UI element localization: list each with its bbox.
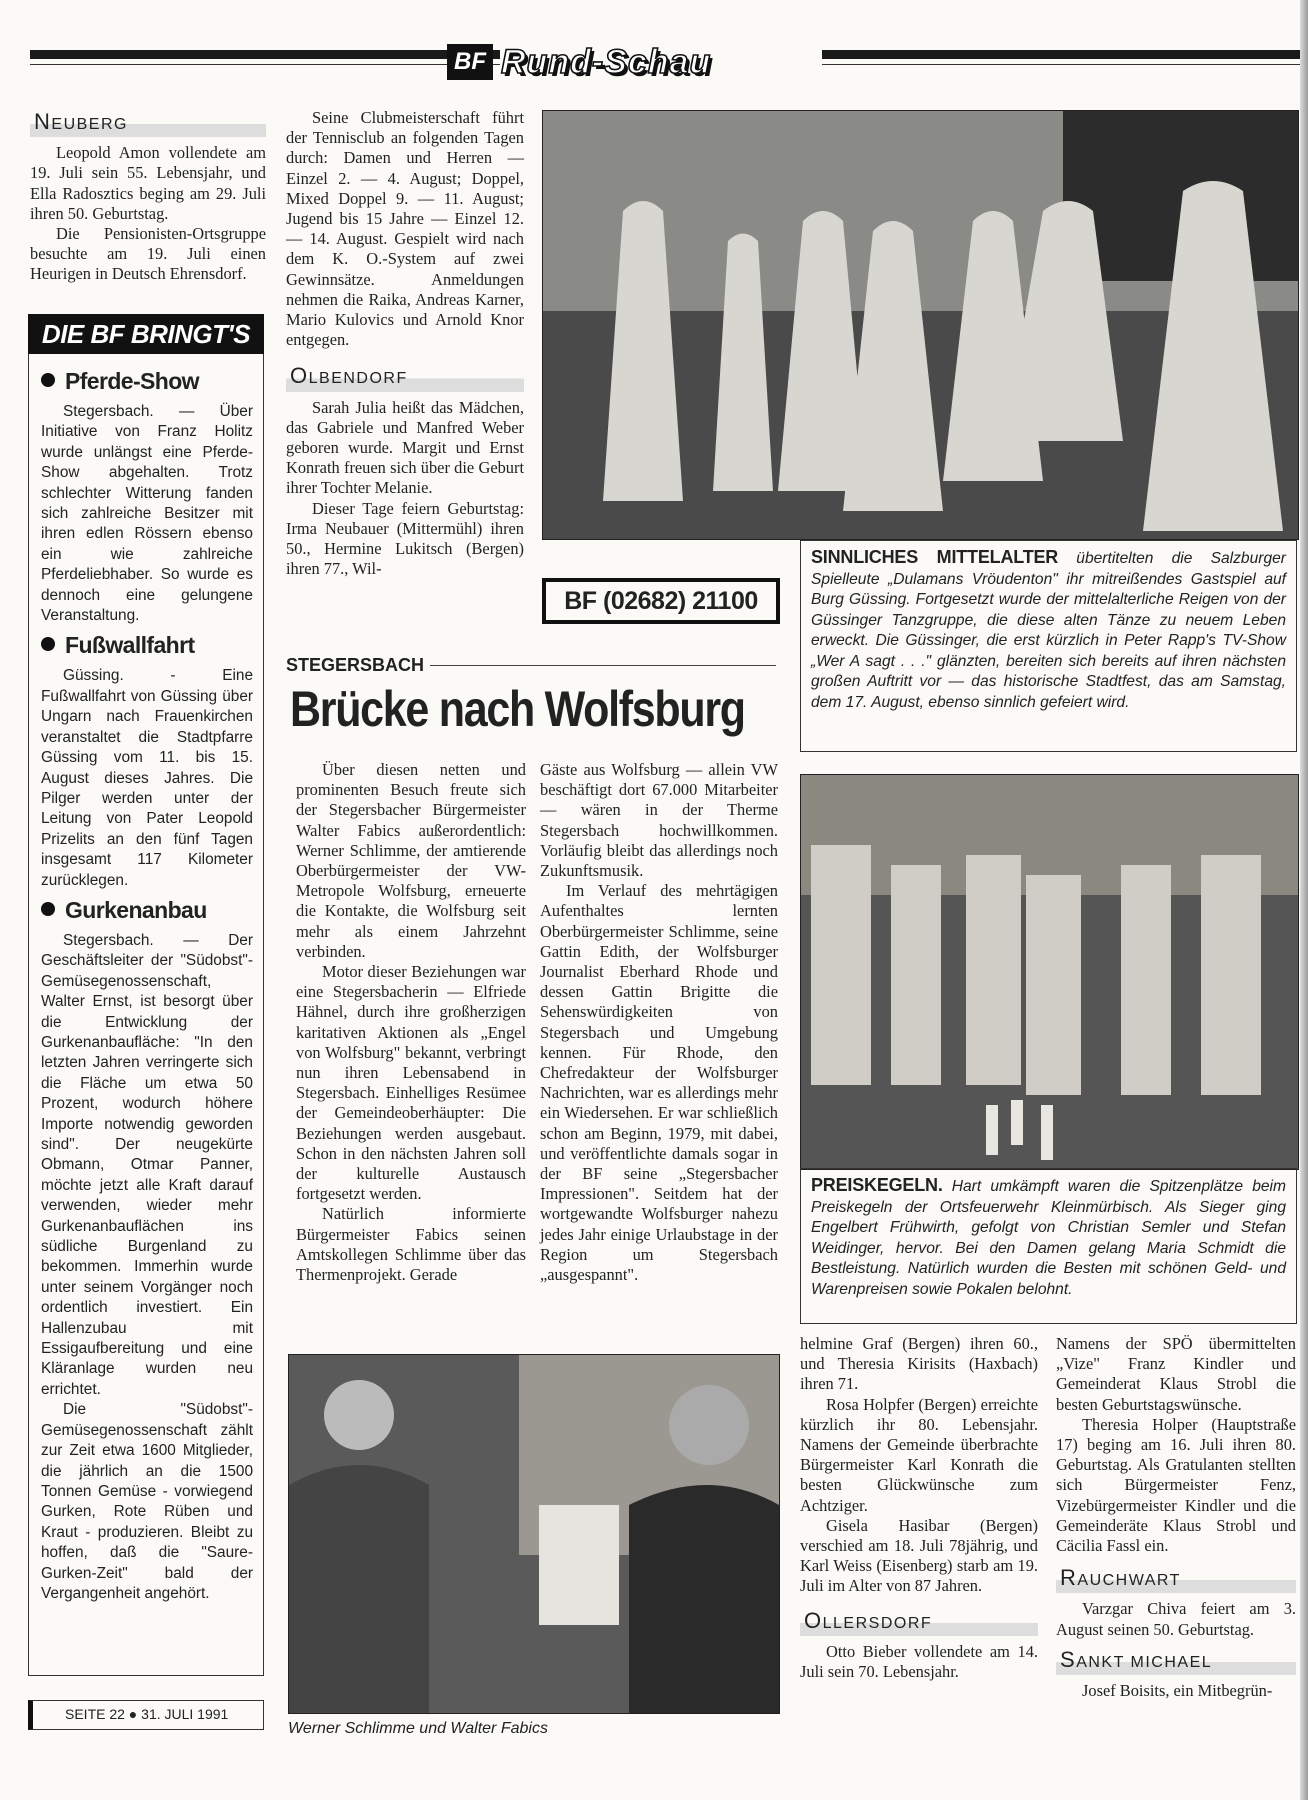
ollersdorf-continued-column [1056, 1334, 1296, 1701]
paragraph: Stegersbach. — Der Geschäftsleiter der "Südobst"-Gemüsegenossenschaft, Walter Ernst, ist besorgt über die Entwicklung der Gurkenanbaufläche: "In den letzten Jahren verringerte sich die Fläche um etwa 50 Prozent, wodurch höhere Importe notwendig geworden sind". Der neugekürte Obmann, Otmar Panner, möchte jetzt alle Kraft darauf verwenden, wieder mehr Gurkenanbauflächen ins südliche Burgenland zu bekommen. Immerhin wurde unter seinem Vorgänger noch ordentlich investiert. Ein Hallenzubau mit Essigaufbereitung und eine Kläranlage wurden neu errichtet. [41, 931, 253, 1398]
page-edge [1300, 0, 1308, 1800]
paragraph: Im Verlauf des mehrtägigen Aufenthaltes lernten Oberbürgermeister Schlimme, seine Gattin Edith, der Wolfsburger Journalist Eberhard Rhode und dessen Gattin Brigitte die Sehenswürdigkeiten von Stegersbach und Umgebung kennen. Für Rhode, den Chefredakteur der Wolfsburger Nachrichten, war es allerdings mehr ein Wiedersehen. Er war schließlich schon am Beginn, 1979, mit dabei, und veröffentlichte damals sogar in der BF seine „Stegersbacher Impressionen". Seitdem hat der wortgewandte Wolfsburger nahezu jedes Jahr einige Urlaubstage in der Region um Stegersbach „ausgespannt". [540, 881, 778, 1285]
bringts-item-title: Fußwallfahrt [41, 630, 253, 660]
paragraph: Namens der SPÖ übermittelten „Vize" Franz Kindler und Gemeinderat Klaus Strobl die besten Geburtstagswünsche. [1056, 1334, 1296, 1414]
article-column-2 [540, 760, 778, 1285]
page-footer: SEITE 22 ● 31. JULI 1991 [28, 1700, 264, 1730]
sankt-michael-heading: SANKT MICHAEL [1056, 1646, 1296, 1675]
bullet-icon [41, 373, 55, 387]
bringts-title: DIE BF BRINGT'S [28, 314, 264, 354]
paragraph: Gäste aus Wolfsburg — allein VW beschäftigt dort 67.000 Mitarbeiter — wären in der Therme Stegersbach hochwillkommen. Vorläufig bleibt das allerdings noch Zukunftsmusik. [540, 760, 778, 881]
article-headline: Brücke nach Wolfsburg [290, 681, 745, 737]
masthead-rule-left [30, 50, 500, 59]
bringts-item-title: Gurkenanbau [41, 895, 253, 925]
paragraph: Über diesen netten und prominenten Besuch freute sich der Stegersbacher Bürgermeister Walter Fabics außerordentlich: Werner Schlimme, der amtierende Oberbürgermeister der VW-Metropole Wolfsburg, erneuerte die Kontakte, die Wolfsburg seit mehr als einem Jahrzehnt verbinden. [296, 760, 526, 961]
paragraph: Die Pensionisten-Ortsgruppe besuchte am 19. Juli einen Heurigen in Deutsch Ehrensdorf. [30, 224, 266, 284]
phone-box: BF (02682) 21100 [542, 578, 780, 624]
paragraph: Otto Bieber vollendete am 14. Juli sein 70. Lebensjahr. [800, 1641, 1038, 1682]
photo-preiskegeln [800, 774, 1299, 1170]
caption-preiskegeln: PREISKEGELN. Hart umkämpft waren die Spitzenplätze beim Preiskegeln der Ortsfeuerwehr Kleinmürbisch. Als Sieger ging Engelbert Frühwirth, gefolgt von Christian Semler und Stefan Weidinger, hervor. Bei den Damen gelang Maria Schmidt die Bestleistung. Natürlich wurden die Besten mit schönen Geld- und Warenpreisen sowie Pokalen belohnt. [800, 1168, 1297, 1324]
paragraph: Sarah Julia heißt das Mädchen, das Gabriele und Manfred Weber geboren wurde. Margit und Ernst Konrath freuen sich über die Geburt ihrer Tochter Melanie. [286, 397, 524, 498]
caption-mittelalter: SINNLICHES MITTELALTER übertitelten die Salzburger Spielleute „Dulamans Vröudenton" ihr mitreißendes Gastspiel auf Burg Güssing. Fortgesetzt wurde der mittelalterliche Reigen von der Güssinger Tanzgruppe, die diese alten Tänze zu neuem Leben erweckt. Die Güssinger, die erst kürzlich in Peter Rapp's TV-Show „Wer A sagt . . ." glänzten, bereiten sich bereits auf ihren nächsten großen Auftritt vor — das historische Stadtfest, das am Samstag, dem 17. August, ebenso sinnlich gefeiert wird. [800, 540, 1297, 752]
bullet-icon [41, 902, 55, 916]
masthead-rule-right [822, 50, 1300, 59]
paragraph: Seine Clubmeisterschaft führt der Tennisclub an folgenden Tagen durch: Damen und Herren — Einzel 2. — 4. August; Doppel, Mixed Doppel 9. — 11. August; Jugend bis 15 Jahre — Einzel 12. — 14. August. Gespielt wird nach dem K. O.-System auf zwei Gewinnsätze. Anmeldungen nehmen die Raika, Andreas Karner, Mario Kulovics und Arnold Knor entgegen. [286, 108, 524, 350]
article-kicker: STEGERSBACH [286, 655, 776, 676]
paragraph: Motor dieser Beziehungen war eine Stegersbacherin — Elfriede Hähnel, durch ihre großherzigen karitativen Aktionen als „Engel von Wolfsburg" bekannt, verbringt nun ihren Lebensabend in Stegersbach. Einhelliges Resümee der Gemeindeoberhäupter: Die Beziehungen werden ausgebaut. Schon in den nächsten Jahren soll der kulturelle Austausch fortgesetzt werden. [296, 962, 526, 1204]
bringts-item-title: Pferde-Show [41, 366, 253, 396]
section-logo [447, 40, 807, 84]
paragraph: Josef Boisits, ein Mitbegrün- [1082, 1681, 1273, 1701]
logo-title: Rund-Schau [501, 42, 712, 81]
bullet-icon [41, 637, 55, 651]
photo-medieval-dancers [542, 110, 1299, 540]
masthead-rule-left-thin [30, 64, 500, 65]
neuberg-section [30, 108, 266, 285]
article-column-1 [296, 760, 526, 1285]
olbendorf-continued-column [800, 1334, 1038, 1682]
paragraph: helmine Graf (Bergen) ihren 60., und Theresia Kirisits (Haxbach) ihren 71. [800, 1334, 1038, 1394]
photo-schlimme-fabics [288, 1354, 780, 1714]
paragraph: Güssing. - Eine Fußwallfahrt von Güssing über Ungarn nach Frauenkirchen veranstaltet die Stadtpfarre Güssing vom 11. bis 15. August dieses Jahres. Die Pilger werden unter der Leitung von Pater Leopold Prizelits an den fünf Tagen insgesamt 117 Kilometer zurücklegen. [41, 667, 253, 889]
paragraph: Theresia Holper (Hauptstraße 17) beging am 16. Juli ihren 80. Geburtstag. Als Gratulanten stellten sich Bürgermeister Fenz, Vizebürgermeister Kindler und die Gemeinderäte Klaus Strobl und Cäcilia Fassl ein. [1056, 1414, 1296, 1556]
paragraph: Dieser Tage feiern Geburtstag: Irma Neubauer (Mittermühl) ihren 50., Hermine Lukitsch (Bergen) ihren 77., Wil- [286, 498, 524, 579]
logo-bf: BF [447, 44, 493, 80]
paragraph: Leopold Amon vollendete am 19. Juli sein 55. Lebensjahr, und Ella Radosztics beging am 29. Juli ihren 50. Geburtstag. [30, 143, 266, 223]
photo-caption: Werner Schlimme und Walter Fabics [288, 1720, 548, 1737]
neuberg-heading: NEUBERG [30, 108, 266, 137]
tennis-olbendorf-column [286, 108, 524, 579]
bringts-box [28, 354, 264, 1676]
paragraph: Rosa Holpfer (Bergen) erreichte kürzlich ihr 80. Lebensjahr. Namens der Gemeinde überbrachte Bürgermeister Karl Konrath die besten Glückwünsche zum Achtziger. [800, 1394, 1038, 1515]
paragraph: Natürlich informierte Bürgermeister Fabics seinen Amtskollegen Schlimme über das Thermenprojekt. Gerade [296, 1204, 526, 1285]
paragraph: Stegersbach. — Über Initiative von Franz Holitz wurde unlängst eine Pferde-Show abgehalten. Trotz schlechter Witterung fanden sich zahlreiche Besitzer mit ihren edlen Rössern ebenso ein wie zahlreiche Pferdeliebhaber. So wurde es dennoch eine gelungene Veranstaltung. [41, 403, 253, 625]
paragraph: Gisela Hasibar (Bergen) verschied am 18. Juli 78jährig, und Karl Weiss (Eisenberg) starb am 19. Juli im Alter von 87 Jahren. [800, 1515, 1038, 1596]
paragraph: Varzgar Chiva feiert am 3. August seinen 50. Geburtstag. [1056, 1599, 1296, 1639]
paragraph: Die "Südobst"-Gemüsegenossenschaft zählt zur Zeit etwa 1600 Mitglieder, die jährlich an die 1500 Tonnen Gemüse - vorwiegend Gurken, Rote Rüben und Kraut - produzieren. Bleibt zu hoffen, daß die "Saure-Gurken-Zeit" bald der Vergangenheit angehört. [41, 1401, 253, 1602]
olbendorf-heading: OLBENDORF [286, 362, 524, 391]
ollersdorf-heading: OLLERSDORF [800, 1607, 1038, 1636]
rauchwart-heading: RAUCHWART [1056, 1564, 1296, 1593]
masthead-rule-right-thin [822, 64, 1300, 65]
